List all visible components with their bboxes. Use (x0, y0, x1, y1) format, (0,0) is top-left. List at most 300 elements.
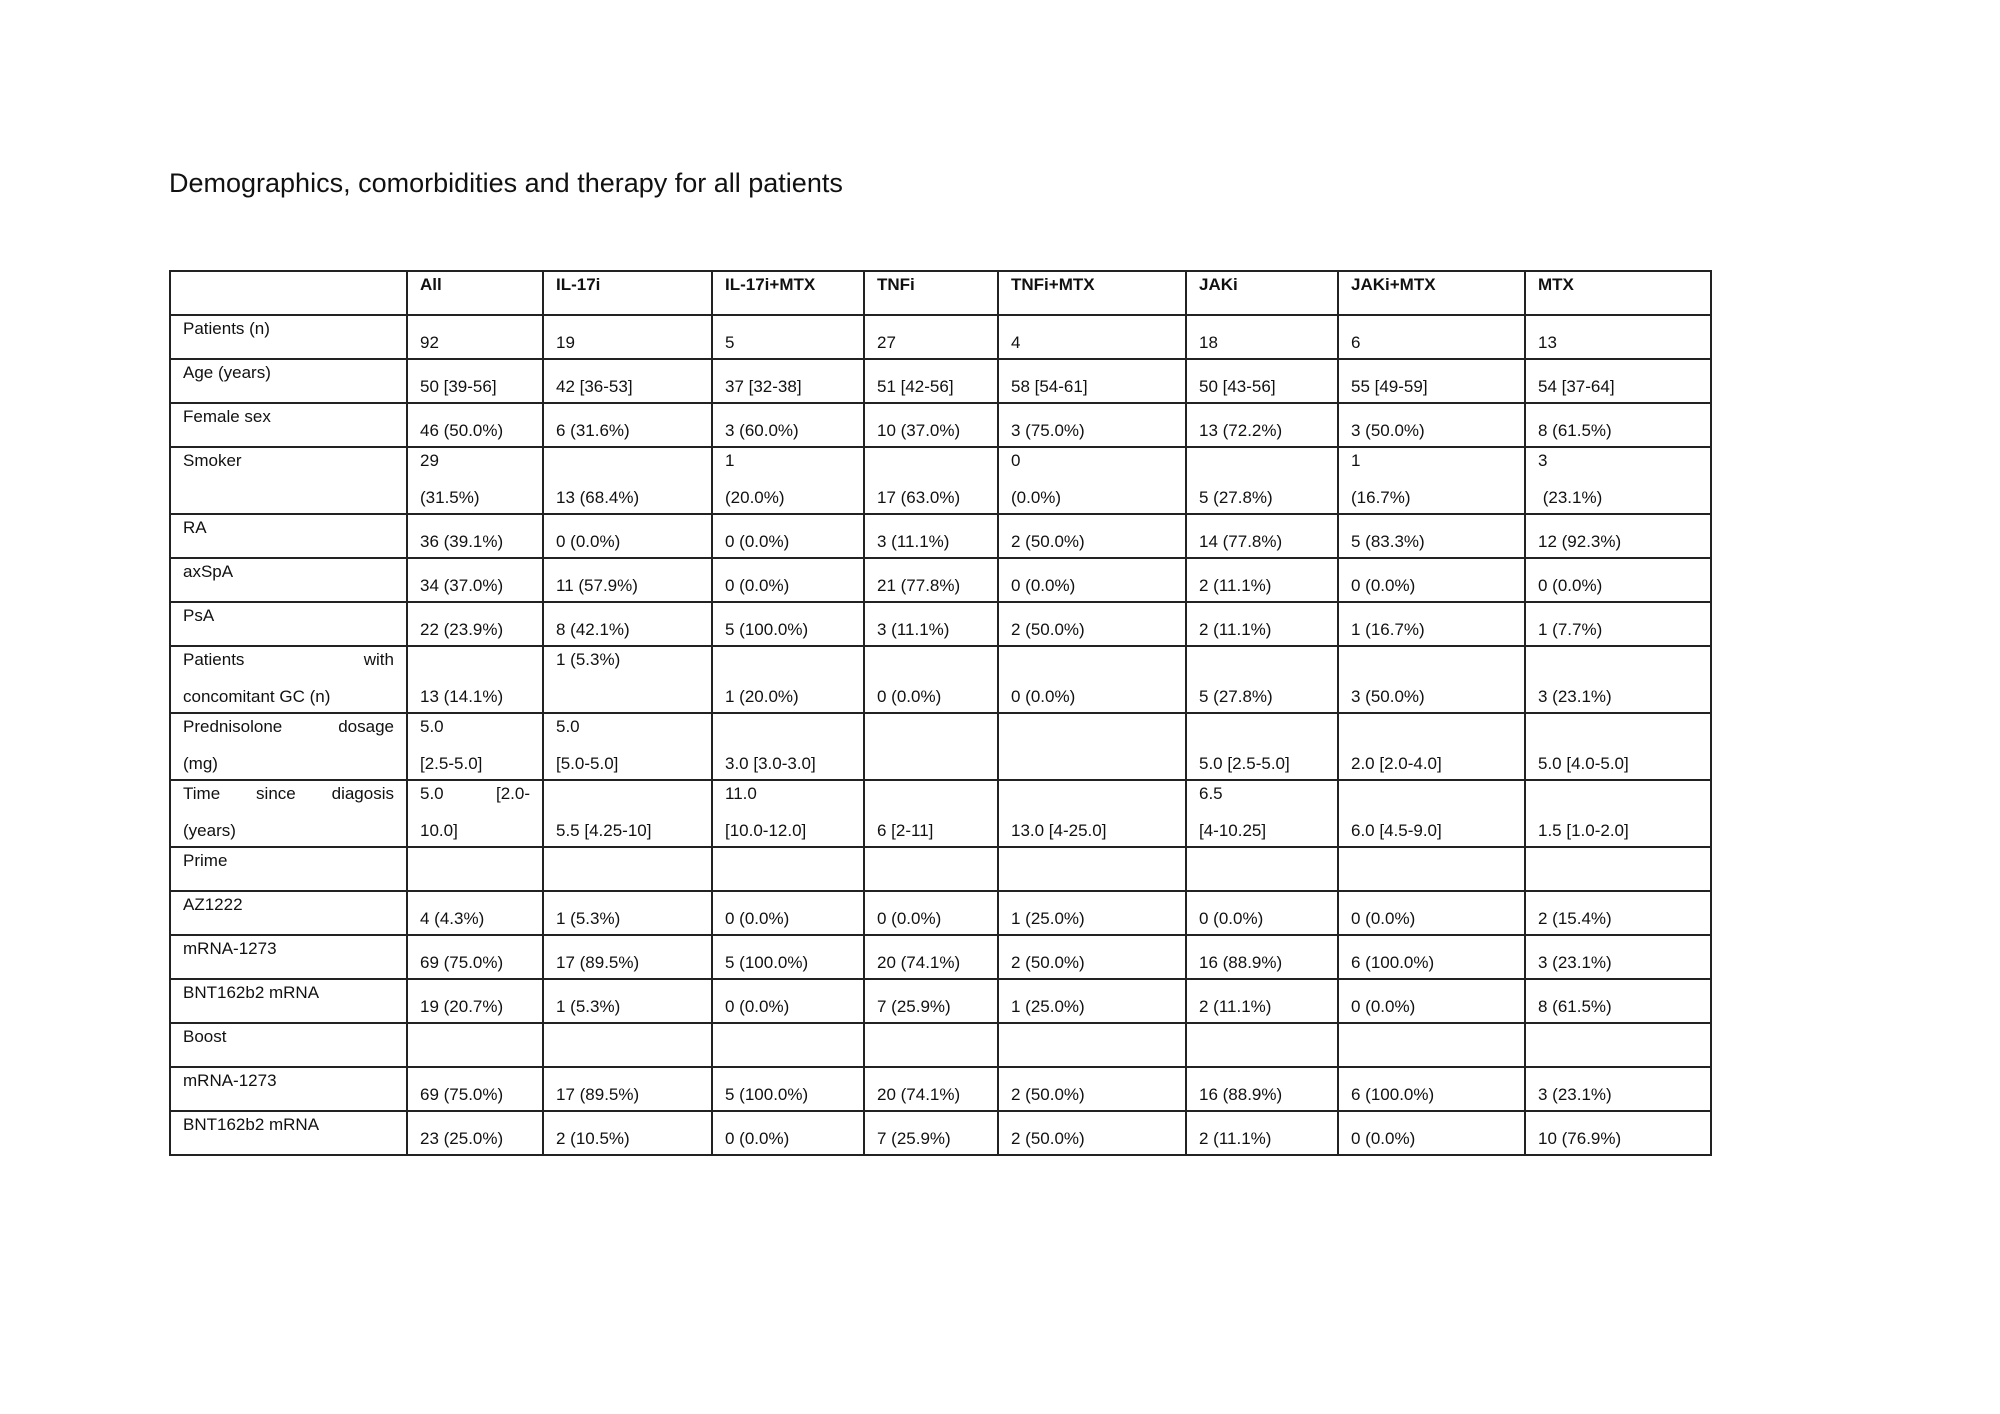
table-cell (712, 847, 864, 891)
cell-value-line2: 1 (25.0%) (1011, 909, 1085, 928)
table-cell (1525, 447, 1711, 514)
cell-value-line2: 0 (0.0%) (725, 1129, 790, 1148)
table-cell (1338, 1023, 1525, 1067)
table-cell (1525, 514, 1711, 558)
table-cell (998, 891, 1186, 935)
table-cell (712, 602, 864, 646)
column-header (1186, 271, 1338, 315)
cell-value-line2: 2 (50.0%) (1011, 532, 1085, 551)
cell-value-line2: 3 (23.1%) (1538, 1085, 1612, 1104)
cell-value-line1: 5.0 (556, 717, 580, 736)
cell-value-line2: (23.1%) (1538, 488, 1603, 507)
table-cell (1338, 646, 1525, 713)
row-label: PsA (183, 606, 215, 625)
cell-value-line1: 3 (1538, 451, 1548, 470)
cell-value-line2: 2 (11.1%) (1199, 997, 1272, 1016)
column-header-label: TNFi (877, 275, 915, 294)
table-cell (543, 891, 712, 935)
cell-value-line2: 2 (11.1%) (1199, 576, 1272, 595)
table-cell (712, 780, 864, 847)
row-label: Prime (183, 851, 228, 870)
table-cell (407, 935, 543, 979)
table-row (170, 935, 1711, 979)
table-cell (407, 403, 543, 447)
table-cell (543, 558, 712, 602)
cell-value-line2: 1 (5.3%) (556, 997, 621, 1016)
row-label-continued: concomitant GC (n) (183, 687, 331, 706)
cell-value-line2: 5 (27.8%) (1199, 687, 1273, 706)
row-label: Female sex (183, 407, 271, 426)
cell-value-line2: 5 (100.0%) (725, 620, 809, 639)
table-cell (1525, 1023, 1711, 1067)
table-cell (407, 713, 543, 780)
table-cell (864, 315, 998, 359)
row-label: RA (183, 518, 207, 537)
cell-value-line2: 3 (60.0%) (725, 421, 799, 440)
cell-value-line2: 37 [32-38] (725, 377, 802, 396)
cell-value-line2: 92 (420, 333, 439, 352)
cell-value-line2: 6 (1351, 333, 1361, 352)
cell-value-line2: 16 (88.9%) (1199, 953, 1283, 972)
table-cell (864, 979, 998, 1023)
cell-value-line2: 0 (0.0%) (877, 687, 942, 706)
table-cell (1525, 359, 1711, 403)
table-cell (864, 514, 998, 558)
table-row (170, 979, 1711, 1023)
table-cell (998, 514, 1186, 558)
cell-value-line2: 5 (100.0%) (725, 1085, 809, 1104)
table-row (170, 514, 1711, 558)
table-cell (1186, 1023, 1338, 1067)
cell-value-line2: 13 (72.2%) (1199, 421, 1283, 440)
cell-value-line2: 1 (20.0%) (725, 687, 799, 706)
table-cell (407, 359, 543, 403)
cell-value-line2: 20 (74.1%) (877, 953, 961, 972)
table-cell (864, 1023, 998, 1067)
cell-value-line2: 23 (25.0%) (420, 1129, 504, 1148)
cell-value-line2: 1 (25.0%) (1011, 997, 1085, 1016)
table-cell (1525, 847, 1711, 891)
table-row (170, 359, 1711, 403)
table-cell (1338, 935, 1525, 979)
cell-value-line2: [5.0-5.0] (556, 754, 619, 773)
table-cell (543, 359, 712, 403)
table-row (170, 780, 1711, 847)
cell-value-line2: 5 (100.0%) (725, 953, 809, 972)
table-cell (1525, 713, 1711, 780)
cell-value-line2: 3 (23.1%) (1538, 953, 1612, 972)
cell-value-line2: 17 (89.5%) (556, 953, 640, 972)
row-label-continued: (mg) (183, 754, 218, 773)
cell-value-line2: 3 (11.1%) (877, 620, 950, 639)
cell-value-line2: 1 (5.3%) (556, 909, 621, 928)
table-cell (1338, 558, 1525, 602)
cell-value-line2: 5 (725, 333, 735, 352)
cell-value-line2: 19 (556, 333, 575, 352)
cell-value-line2: 3 (50.0%) (1351, 687, 1425, 706)
table-cell (1525, 558, 1711, 602)
cell-value-line2: 2 (50.0%) (1011, 953, 1085, 972)
table-cell (998, 780, 1186, 847)
cell-value-line2: 14 (77.8%) (1199, 532, 1283, 551)
table-cell (712, 514, 864, 558)
row-label-cell (170, 447, 407, 514)
table-row (170, 891, 1711, 935)
row-label-cell (170, 646, 407, 713)
row-label-cell (170, 847, 407, 891)
table-cell (1338, 979, 1525, 1023)
table-cell (543, 847, 712, 891)
table-cell (864, 447, 998, 514)
table-cell (1338, 403, 1525, 447)
cell-value-line2: 36 (39.1%) (420, 532, 504, 551)
table-cell (1338, 1067, 1525, 1111)
table-cell (1525, 646, 1711, 713)
cell-value-line2: 1.5 [1.0-2.0] (1538, 821, 1629, 840)
row-label-cell (170, 403, 407, 447)
row-label-cell (170, 891, 407, 935)
column-header-label: TNFi+MTX (1011, 275, 1095, 294)
table-cell (1338, 447, 1525, 514)
table-cell (712, 1067, 864, 1111)
table-cell (407, 646, 543, 713)
table-cell (1186, 891, 1338, 935)
cell-value-line2: 13 (1538, 333, 1557, 352)
table-cell (1338, 359, 1525, 403)
cell-value-line1: 1 (1351, 451, 1361, 470)
cell-value-line2: 58 [54-61] (1011, 377, 1088, 396)
cell-value-line2: 5.5 [4.25-10] (556, 821, 652, 840)
cell-value-line2: 16 (88.9%) (1199, 1085, 1283, 1104)
table-header-row (170, 271, 1711, 315)
column-header-label: MTX (1538, 275, 1574, 294)
table-cell (1338, 602, 1525, 646)
cell-value-line2: 18 (1199, 333, 1218, 352)
table-cell (1525, 780, 1711, 847)
cell-value-line2: 42 [36-53] (556, 377, 633, 396)
cell-value-line2: 2 (10.5%) (556, 1129, 630, 1148)
cell-value-line2: 1 (7.7%) (1538, 620, 1603, 639)
table-cell (1338, 847, 1525, 891)
table-cell (543, 1067, 712, 1111)
table-cell (864, 891, 998, 935)
table-cell (1525, 1067, 1711, 1111)
cell-value-line1: 1 (725, 451, 735, 470)
table-cell (1525, 979, 1711, 1023)
cell-value-line2: 0 (0.0%) (1011, 576, 1076, 595)
cell-value-line2: [2.5-5.0] (420, 754, 483, 773)
table-cell (1186, 979, 1338, 1023)
table-cell (543, 646, 712, 713)
cell-value-line2: (16.7%) (1351, 488, 1411, 507)
cell-value-line2: 2 (50.0%) (1011, 1085, 1085, 1104)
cell-value-line2: 2 (50.0%) (1011, 620, 1085, 639)
row-label: BNT162b2 mRNA (183, 1115, 320, 1134)
cell-value-line2: 3 (23.1%) (1538, 687, 1612, 706)
cell-value-line2: 10.0] (420, 821, 458, 840)
cell-value-line2: 8 (61.5%) (1538, 421, 1612, 440)
column-header (407, 271, 543, 315)
table-row (170, 447, 1711, 514)
table-cell (1186, 403, 1338, 447)
cell-value-line2: (20.0%) (725, 488, 785, 507)
table-cell (712, 1023, 864, 1067)
row-label-cell (170, 514, 407, 558)
cell-value-line1: 5.0 (420, 717, 444, 736)
cell-value-line2: 4 (4.3%) (420, 909, 485, 928)
table-cell (543, 935, 712, 979)
cell-value-line1: 0 (1011, 451, 1021, 470)
cell-value-line2: 3.0 [3.0-3.0] (725, 754, 816, 773)
cell-value-line2: 0 (0.0%) (725, 909, 790, 928)
cell-value-line2: 2 (15.4%) (1538, 909, 1612, 928)
row-label: Patients (n) (183, 319, 270, 338)
row-label: Patients with (183, 650, 394, 669)
table-cell (998, 646, 1186, 713)
table-cell (1186, 359, 1338, 403)
cell-value-line2: 4 (1011, 333, 1021, 352)
row-label-cell (170, 359, 407, 403)
table-cell (712, 1111, 864, 1155)
table-cell (543, 713, 712, 780)
cell-value-line2: 17 (63.0%) (877, 488, 961, 507)
table-cell (712, 891, 864, 935)
table-cell (1525, 1111, 1711, 1155)
table-cell (712, 403, 864, 447)
cell-value-line2: [10.0-12.0] (725, 821, 807, 840)
table-cell (1338, 780, 1525, 847)
cell-value-line2: 0 (0.0%) (1199, 909, 1264, 928)
cell-value-line2: 5 (83.3%) (1351, 532, 1425, 551)
table-cell (1186, 1111, 1338, 1155)
table-cell (1186, 315, 1338, 359)
table-cell (712, 359, 864, 403)
cell-value-line2: (0.0%) (1011, 488, 1062, 507)
row-label-cell (170, 1111, 407, 1155)
table-row (170, 713, 1711, 780)
cell-value-line2: 0 (0.0%) (877, 909, 942, 928)
row-label-cell (170, 713, 407, 780)
table-cell (1186, 935, 1338, 979)
column-header (1525, 271, 1711, 315)
table-cell (712, 979, 864, 1023)
table-cell (712, 315, 864, 359)
table-cell (1186, 1067, 1338, 1111)
cell-value-line2: 27 (877, 333, 896, 352)
table-cell (407, 979, 543, 1023)
table-cell (864, 646, 998, 713)
table-cell (864, 713, 998, 780)
table-cell (998, 935, 1186, 979)
cell-value-line2: 13.0 [4-25.0] (1011, 821, 1107, 840)
table-cell (407, 780, 543, 847)
row-label: Time since diagosis (183, 784, 394, 803)
cell-value-line2: 2 (11.1%) (1199, 620, 1272, 639)
column-header (543, 271, 712, 315)
row-label: BNT162b2 mRNA (183, 983, 320, 1002)
cell-value-line2: 6 (100.0%) (1351, 953, 1435, 972)
table-cell (712, 935, 864, 979)
cell-value-line2: 54 [37-64] (1538, 377, 1615, 396)
cell-value-line2: 0 (0.0%) (556, 532, 621, 551)
table-cell (864, 935, 998, 979)
table-cell (998, 403, 1186, 447)
cell-value-line2: 3 (50.0%) (1351, 421, 1425, 440)
cell-value-line1: 5.0 [2.0- (420, 784, 530, 803)
table-cell (998, 315, 1186, 359)
table-cell (998, 713, 1186, 780)
cell-value-line2: 3 (11.1%) (877, 532, 950, 551)
row-label: axSpA (183, 562, 234, 581)
row-label-cell (170, 780, 407, 847)
cell-value-line2: 6 (31.6%) (556, 421, 630, 440)
table-row (170, 1067, 1711, 1111)
cell-value-line2: 22 (23.9%) (420, 620, 504, 639)
cell-value-line2: 34 (37.0%) (420, 576, 504, 595)
cell-value-line2: 0 (0.0%) (725, 532, 790, 551)
table-cell (864, 1111, 998, 1155)
cell-value-line2: 55 [49-59] (1351, 377, 1428, 396)
table-cell (407, 847, 543, 891)
cell-value-line2: 20 (74.1%) (877, 1085, 961, 1104)
cell-value-line2: 2 (50.0%) (1011, 1129, 1085, 1148)
cell-value-line2: 8 (61.5%) (1538, 997, 1612, 1016)
table-cell (864, 403, 998, 447)
cell-value-line2: 21 (77.8%) (877, 576, 961, 595)
row-label-cell (170, 1067, 407, 1111)
table-cell (407, 1023, 543, 1067)
table-cell (407, 514, 543, 558)
table-cell (1186, 646, 1338, 713)
cell-value-line2: 19 (20.7%) (420, 997, 504, 1016)
cell-value-line2: 69 (75.0%) (420, 953, 504, 972)
table-cell (407, 891, 543, 935)
table-cell (543, 1111, 712, 1155)
table-cell (1525, 935, 1711, 979)
table-row (170, 646, 1711, 713)
table-cell (1186, 602, 1338, 646)
cell-value-line2: 5.0 [2.5-5.0] (1199, 754, 1290, 773)
cell-value-line1: 29 (420, 451, 439, 470)
cell-value-line2: 12 (92.3%) (1538, 532, 1622, 551)
cell-value-line2: 2 (11.1%) (1199, 1129, 1272, 1148)
cell-value-line1: 6.5 (1199, 784, 1223, 803)
cell-value-line2: 46 (50.0%) (420, 421, 504, 440)
table-cell (1338, 514, 1525, 558)
row-label: Boost (183, 1027, 227, 1046)
column-header (170, 271, 407, 315)
table-cell (407, 558, 543, 602)
row-label: Smoker (183, 451, 242, 470)
table-cell (407, 447, 543, 514)
cell-value-line2: 69 (75.0%) (420, 1085, 504, 1104)
table-row (170, 1023, 1711, 1067)
cell-value-line2: 6 (100.0%) (1351, 1085, 1435, 1104)
row-label: AZ1222 (183, 895, 243, 914)
cell-value-line2: 51 [42-56] (877, 377, 954, 396)
cell-value-line2: [4-10.25] (1199, 821, 1267, 840)
cell-value-line2: 13 (68.4%) (556, 488, 640, 507)
table-cell (1525, 602, 1711, 646)
table-row (170, 602, 1711, 646)
table-cell (1186, 558, 1338, 602)
table-cell (998, 558, 1186, 602)
table-row (170, 1111, 1711, 1155)
table-cell (712, 646, 864, 713)
table-row (170, 847, 1711, 891)
cell-value-line2: (31.5%) (420, 488, 480, 507)
table-cell (543, 602, 712, 646)
table-cell (998, 359, 1186, 403)
cell-value-line2: 1 (16.7%) (1351, 620, 1425, 639)
cell-value-line2: 0 (0.0%) (1351, 997, 1416, 1016)
table-cell (998, 979, 1186, 1023)
column-header-label: JAKi (1199, 275, 1238, 294)
table-cell (543, 447, 712, 514)
cell-value-line2: 6.0 [4.5-9.0] (1351, 821, 1442, 840)
row-label: Age (years) (183, 363, 271, 382)
row-label-cell (170, 979, 407, 1023)
table-cell (1338, 315, 1525, 359)
row-label-cell (170, 1023, 407, 1067)
table-cell (864, 1067, 998, 1111)
table-cell (1186, 514, 1338, 558)
row-label: mRNA-1273 (183, 1071, 277, 1090)
table-cell (712, 558, 864, 602)
table-cell (998, 447, 1186, 514)
table-row (170, 315, 1711, 359)
table-cell (712, 447, 864, 514)
column-header-label: All (420, 275, 442, 294)
cell-value-line2: 8 (42.1%) (556, 620, 630, 639)
column-header (1338, 271, 1525, 315)
cell-value-line2: 3 (75.0%) (1011, 421, 1085, 440)
cell-value-line2: 10 (76.9%) (1538, 1129, 1622, 1148)
column-header-label: IL-17i (556, 275, 601, 294)
table-cell (1338, 1111, 1525, 1155)
column-header-label: JAKi+MTX (1351, 275, 1436, 294)
table-cell (407, 602, 543, 646)
cell-value-line2: 0 (0.0%) (1011, 687, 1076, 706)
row-label: Prednisolone dosage (183, 717, 394, 736)
table-cell (1186, 780, 1338, 847)
cell-value-line2: 10 (37.0%) (877, 421, 961, 440)
table-cell (998, 1023, 1186, 1067)
table-cell (543, 780, 712, 847)
cell-value-line2: 7 (25.9%) (877, 997, 951, 1016)
table-row (170, 403, 1711, 447)
table-cell (1525, 403, 1711, 447)
cell-value-line2: 0 (0.0%) (1538, 576, 1603, 595)
row-label-cell (170, 602, 407, 646)
table-cell (407, 1111, 543, 1155)
table-cell (1186, 447, 1338, 514)
table-cell (998, 847, 1186, 891)
cell-value-line2: 6 [2-11] (877, 821, 934, 840)
table-cell (407, 315, 543, 359)
table-cell (543, 1023, 712, 1067)
page-title: Demographics, comorbidities and therapy for all patients (169, 168, 843, 198)
cell-value-line2: 17 (89.5%) (556, 1085, 640, 1104)
row-label: mRNA-1273 (183, 939, 277, 958)
table-cell (864, 847, 998, 891)
cell-value-line1: 1 (5.3%) (556, 650, 621, 669)
cell-value-line2: 13 (14.1%) (420, 687, 504, 706)
row-label-cell (170, 935, 407, 979)
table-cell (864, 359, 998, 403)
row-label-cell (170, 558, 407, 602)
cell-value-line2: 7 (25.9%) (877, 1129, 951, 1148)
